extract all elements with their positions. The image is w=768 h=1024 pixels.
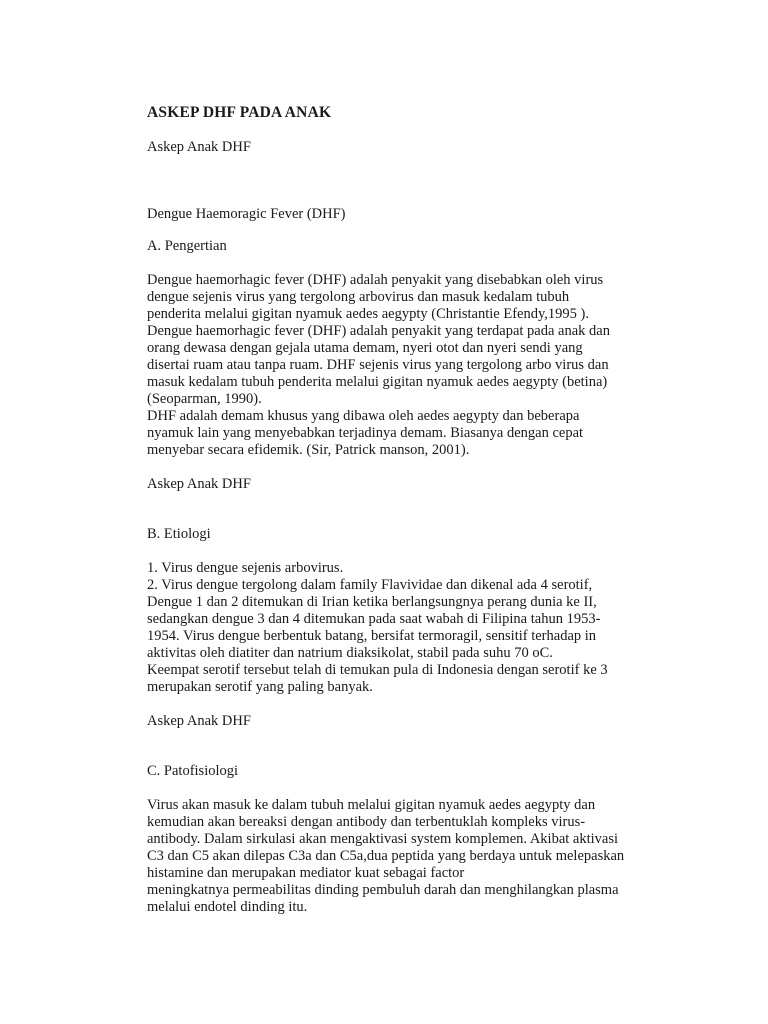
section-c-line: antibody. Dalam sirkulasi akan mengaktivasi system komplemen. Akibat aktivasi [147,831,619,847]
section-b-line: sedangkan dengue 3 dan 4 ditemukan pada saat wabah di Filipina tahun 1953- [147,611,601,627]
section-b-line: 2. Virus dengue tergolong dalam family Flavividae dan dikenal ada 4 serotif, [147,577,593,593]
section-b-body [147,560,667,696]
section-a-line: orang dewasa dengan gejala utama demam, nyeri otot dan nyeri sendi yang [147,340,583,356]
section-c-line: melalui endotel dinding itu. [147,899,308,915]
section-a-line: DHF adalah demam khusus yang dibawa oleh aedes aegypty dan beberapa [147,408,580,424]
document-title: ASKEP DHF PADA ANAK [147,104,332,121]
section-c-line: histamine dan merupakan mediator kuat sebagai factor [147,865,465,881]
section-b-line: merupakan serotif yang paling banyak. [147,679,373,695]
section-b-line: 1. Virus dengue sejenis arbovirus. [147,560,344,576]
section-a-line: Dengue haemorhagic fever (DHF) adalah penyakit yang disebabkan oleh virus [147,272,604,288]
section-a-line: Dengue haemorhagic fever (DHF) adalah penyakit yang terdapat pada anak dan [147,323,610,339]
section-a-line: disertai ruam atau tanpa ruam. DHF sejenis virus yang tergolong arbo virus dan [147,357,609,373]
section-b-heading: B. Etiologi [147,526,211,542]
topic-heading: Dengue Haemoragic Fever (DHF) [147,206,346,222]
section-c-line: meningkatnya permeabilitas dinding pembuluh darah dan menghilangkan plasma [147,882,619,898]
section-b-line: 1954. Virus dengue berbentuk batang, bersifat termoragil, sensitif terhadap in [147,628,597,644]
section-c-heading: C. Patofisiologi [147,763,239,779]
section-a-line: nyamuk lain yang menyebabkan terjadinya demam. Biasanya dengan cepat [147,425,584,441]
section-c-line: C3 dan C5 akan dilepas C3a dan C5a,dua peptida yang berdaya untuk melepaskan [147,848,625,864]
section-c-line: Virus akan masuk ke dalam tubuh melalui gigitan nyamuk aedes aegypty dan [147,797,596,813]
section-b-line: Keempat serotif tersebut telah di temukan pula di Indonesia dengan serotif ke 3 [147,662,608,678]
section-b-line: Dengue 1 dan 2 ditemukan di Irian ketika berlangsungnya perang dunia ke II, [147,594,597,610]
section-a-body [147,272,667,459]
section-b-line: aktivitas oleh diatiter dan natrium diaksikolat, stabil pada suhu 70 oC. [147,645,553,661]
section-a-line: menyebar secara efidemik. (Sir, Patrick manson, 2001). [147,442,470,458]
section-b-footer: Askep Anak DHF [147,713,251,729]
section-c-line: kemudian akan bereaksi dengan antibody dan terbentuklah kompleks virus- [147,814,586,830]
section-a-heading: A. Pengertian [147,238,227,254]
section-a-footer: Askep Anak DHF [147,476,251,492]
document-body [147,102,667,916]
section-a-line: masuk kedalam tubuh penderita melalui gigitan nyamuk aedes aegypty (betina) [147,374,608,390]
section-c-body [147,797,667,916]
subtitle: Askep Anak DHF [147,139,251,155]
section-a-line: penderita melalui gigitan nyamuk aedes aegypty (Christantie Efendy,1995 ). [147,306,589,322]
section-a-line: dengue sejenis virus yang tergolong arbovirus dan masuk kedalam tubuh [147,289,570,305]
section-a-line: (Seoparman, 1990). [147,391,262,407]
